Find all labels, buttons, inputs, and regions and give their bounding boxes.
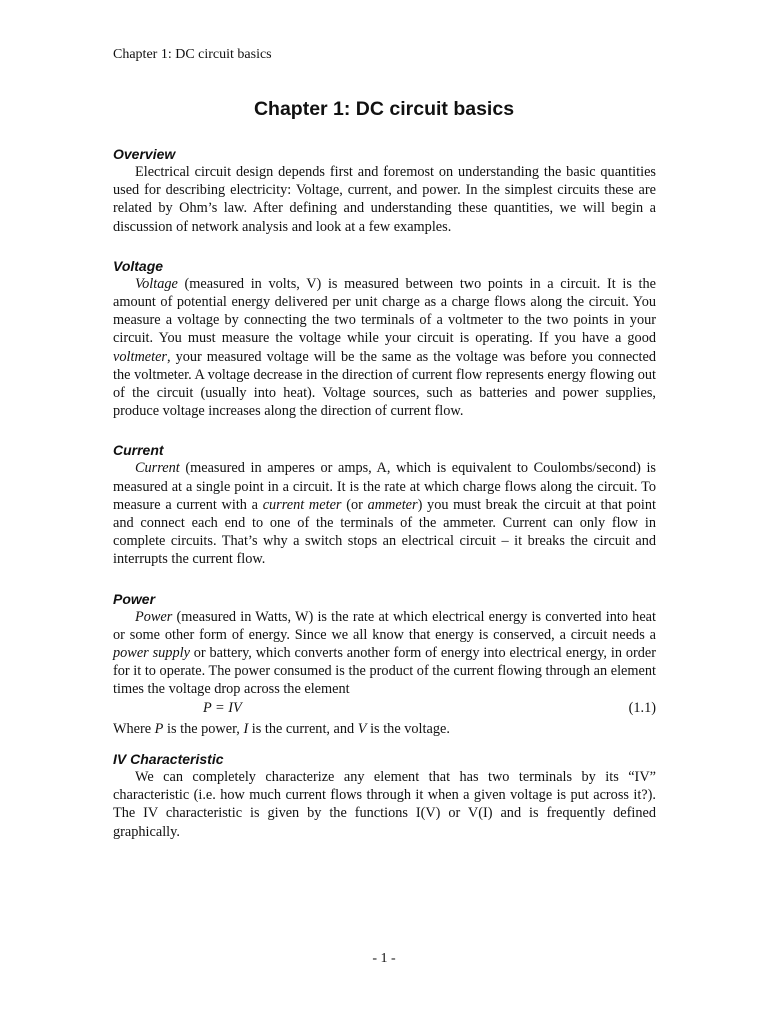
section-heading-current: Current [113, 442, 164, 459]
iv-paragraph: We can completely characterize any element that has two terminals by its “IV” characteristic (i.e. how much current flows through it when a given voltage is put across it?). The IV characteristic is given by the functions I(V) or V(I) and is frequently defined graphically. [113, 769, 656, 840]
page-number: - 1 - [372, 951, 396, 966]
power-paragraph: Power (measured in Watts, W) is the rate at which electrical energy is converted into heat or some other form of energy. Since we all know that energy is conserved, a circuit needs a power supply or battery, which converts another form of energy into electrical energy, in order for it to operate. The power consumed is the product of the current flowing through an element times the voltage drop across the element [113, 608, 656, 698]
equation-1-1 [113, 699, 656, 717]
term-voltmeter: voltmeter [113, 348, 167, 365]
running-header: Chapter 1: DC circuit basics [113, 47, 272, 62]
current-paragraph: Current (measured in amperes or amps, A, which is equivalent to Coulombs/second) is measured at a single point in a circuit. It is the rate at which charge flows along the circuit. To measure a current with a current meter (or ammeter) you must break the circuit at that point and connect each end to one of the terminals of the ammeter. Current can only flow in complete circuits. That’s why a switch stops an electrical circuit – it breaks the circuit and interrupts the current flow. [113, 460, 657, 568]
term-power-supply: power supply [113, 645, 190, 662]
section-iv-characteristic [113, 750, 656, 841]
document-body [113, 145, 656, 841]
chapter-title: Chapter 1: DC circuit basics [253, 98, 515, 120]
overview-paragraph: Electrical circuit design depends first and foremost on understanding the basic quantities used for describing electricity: Voltage, current, and power. In the simplest circuits these are related by Ohm’s law. After defining and understanding these quantities, we will begin a discussion of network analysis and look at a few examples. [113, 164, 656, 235]
section-power [113, 590, 656, 738]
term-ammeter: ammeter [367, 496, 418, 513]
section-heading-power: Power [113, 590, 156, 607]
section-heading-overview: Overview [113, 146, 176, 162]
section-heading-voltage: Voltage [113, 257, 164, 274]
equation-number: (1.1) [628, 699, 656, 716]
equation-expression: P = IV [203, 699, 242, 716]
equation-explanation: Where P is the power, I is the current, and V is the voltage. [113, 720, 450, 737]
term-power: Power [135, 608, 173, 625]
term-current-meter: current meter [262, 496, 342, 513]
section-current [113, 441, 656, 568]
voltage-paragraph: Voltage (measured in volts, V) is measured between two points in a circuit. It is the amount of potential energy delivered per unit charge as a charge flows along the circuit. You measure a voltage by connecting the two terminals of a voltmeter to the two points in your circuit. You must measure the voltage while your circuit is operating. If you have a good voltmeter, your measured voltage will be the same as the voltage was before you connected the voltmeter. A voltage decrease in the direction of current flow represents energy flowing out of the circuit (usually into heat). Voltage sources, such as batteries and power supplies, produce voltage increases along the direction of current flow. [113, 275, 656, 420]
section-overview [113, 145, 656, 236]
term-voltage: Voltage [135, 275, 178, 292]
section-heading-iv-characteristic: IV Characteristic [113, 751, 224, 768]
term-current: Current [135, 460, 180, 477]
section-voltage [113, 257, 656, 421]
